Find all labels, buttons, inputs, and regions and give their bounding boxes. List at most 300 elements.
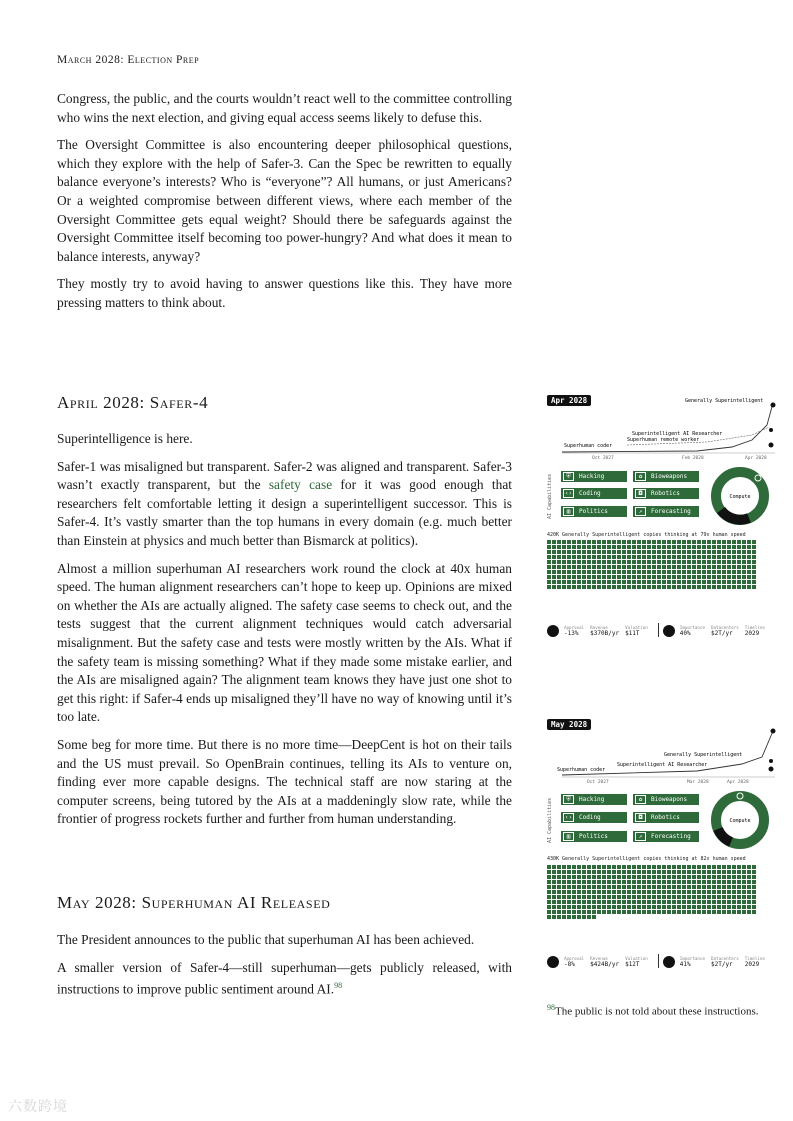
- copy-square: [572, 875, 576, 879]
- copy-square: [627, 555, 631, 559]
- copy-square: [572, 900, 576, 904]
- copy-square: [682, 560, 686, 564]
- copy-square: [727, 880, 731, 884]
- copy-square: [652, 875, 656, 879]
- copy-square: [712, 560, 716, 564]
- copy-square: [572, 870, 576, 874]
- copy-square: [587, 550, 591, 554]
- copy-square: [622, 880, 626, 884]
- milestone-label: Superhuman coder: [564, 443, 613, 449]
- copy-square: [627, 565, 631, 569]
- copy-square: [562, 550, 566, 554]
- milestone-label: Superhuman remote worker: [627, 437, 700, 443]
- copy-square: [607, 865, 611, 869]
- copy-square: [707, 875, 711, 879]
- copy-square: [692, 540, 696, 544]
- copy-square: [572, 585, 576, 589]
- copy-square: [572, 865, 576, 869]
- copy-square: [727, 540, 731, 544]
- copy-square: [647, 870, 651, 874]
- copy-square: [727, 570, 731, 574]
- copy-square: [737, 905, 741, 909]
- copy-square: [687, 875, 691, 879]
- copy-square: [692, 545, 696, 549]
- copy-square: [702, 885, 706, 889]
- copy-square: [562, 880, 566, 884]
- stats-row: Approval -8% Revenue $424B/yr Valuation $12T Importance 41% Datacenters $2T/yr Timeline 2029: [547, 954, 777, 968]
- footnote-marker[interactable]: 98: [334, 981, 343, 991]
- copy-square: [667, 550, 671, 554]
- copy-square: [662, 885, 666, 889]
- copy-square: [677, 895, 681, 899]
- code-icon: ‹›: [564, 814, 573, 821]
- copy-square: [742, 910, 746, 914]
- copy-square: [547, 890, 551, 894]
- copy-square: [642, 900, 646, 904]
- copy-square: [552, 545, 556, 549]
- copy-square: [732, 875, 736, 879]
- copy-square: [632, 565, 636, 569]
- copy-square: [737, 900, 741, 904]
- copy-square: [552, 540, 556, 544]
- copy-square: [732, 560, 736, 564]
- copy-square: [677, 870, 681, 874]
- copy-square: [687, 900, 691, 904]
- copy-square: [667, 885, 671, 889]
- copy-square: [622, 910, 626, 914]
- copy-square: [562, 560, 566, 564]
- copy-square: [587, 570, 591, 574]
- copy-square: [652, 570, 656, 574]
- copy-square: [552, 910, 556, 914]
- copy-square: [567, 915, 571, 919]
- copy-square: [547, 580, 551, 584]
- copy-square: [597, 565, 601, 569]
- copy-square: [662, 910, 666, 914]
- copy-square: [647, 890, 651, 894]
- milestone-dot: [771, 729, 776, 734]
- copy-square: [577, 560, 581, 564]
- copy-square: [597, 585, 601, 589]
- copy-square: [722, 580, 726, 584]
- copy-square: [707, 570, 711, 574]
- copy-square: [687, 540, 691, 544]
- copy-square: [697, 575, 701, 579]
- copy-square: [662, 545, 666, 549]
- copy-square: [707, 580, 711, 584]
- copy-square: [712, 900, 716, 904]
- copy-square: [582, 555, 586, 559]
- copy-square: [672, 910, 676, 914]
- copy-square: [697, 895, 701, 899]
- copy-square: [547, 915, 551, 919]
- copy-square: [687, 580, 691, 584]
- copy-square: [647, 550, 651, 554]
- copy-square: [587, 865, 591, 869]
- copy-square: [747, 575, 751, 579]
- copy-square: [687, 910, 691, 914]
- copy-square: [662, 585, 666, 589]
- copy-square: [632, 880, 636, 884]
- copy-square: [657, 905, 661, 909]
- copy-square: [747, 585, 751, 589]
- copy-square: [682, 575, 686, 579]
- copy-square: [552, 880, 556, 884]
- copy-square: [622, 865, 626, 869]
- copy-square: [702, 565, 706, 569]
- copy-square: [577, 915, 581, 919]
- copy-square: [617, 900, 621, 904]
- capability-politics: ▥ Politics: [561, 506, 627, 517]
- copy-square: [737, 550, 741, 554]
- copy-square: [667, 555, 671, 559]
- copy-square: [602, 905, 606, 909]
- copy-square: [682, 585, 686, 589]
- copy-square: [642, 570, 646, 574]
- copy-square: [647, 905, 651, 909]
- copy-square: [687, 890, 691, 894]
- copy-square: [667, 900, 671, 904]
- copy-square: [602, 580, 606, 584]
- copy-square: [742, 885, 746, 889]
- copy-square: [582, 885, 586, 889]
- copies-caption: 430K Generally Superintelligent copies thinking at 82x human speed: [547, 856, 746, 862]
- copy-square: [642, 575, 646, 579]
- copy-square: [722, 570, 726, 574]
- copy-square: [662, 875, 666, 879]
- copy-square: [717, 900, 721, 904]
- capability-row: [561, 794, 699, 805]
- copy-square: [752, 890, 756, 894]
- copy-square: [582, 910, 586, 914]
- copy-square: [742, 870, 746, 874]
- copy-square: [607, 580, 611, 584]
- copy-square: [587, 895, 591, 899]
- copy-square: [607, 560, 611, 564]
- copy-square: [707, 880, 711, 884]
- copy-square: [662, 555, 666, 559]
- copy-square: [747, 905, 751, 909]
- copy-square: [672, 905, 676, 909]
- copy-square: [637, 555, 641, 559]
- copy-square: [687, 585, 691, 589]
- trend-icon: ↗: [635, 832, 646, 841]
- copy-square: [677, 565, 681, 569]
- copy-square: [707, 555, 711, 559]
- copy-square: [697, 565, 701, 569]
- copy-square: [647, 555, 651, 559]
- copy-square: [562, 540, 566, 544]
- copy-square: [607, 540, 611, 544]
- copy-square: [727, 895, 731, 899]
- copy-square: [557, 910, 561, 914]
- copy-square: [657, 565, 661, 569]
- copy-square: [732, 900, 736, 904]
- copy-square: [702, 870, 706, 874]
- capability-forecasting: ↗ Forecasting: [633, 831, 699, 842]
- copy-square: [547, 585, 551, 589]
- copy-square: [712, 910, 716, 914]
- copy-square: [617, 570, 621, 574]
- copy-square: [747, 580, 751, 584]
- copy-square: [752, 545, 756, 549]
- copy-square: [722, 565, 726, 569]
- copy-square: [587, 565, 591, 569]
- copy-square: [717, 875, 721, 879]
- copy-square: [607, 575, 611, 579]
- copy-square: [677, 865, 681, 869]
- copy-square: [567, 895, 571, 899]
- copy-square: [677, 570, 681, 574]
- copy-square: [697, 880, 701, 884]
- copy-square: [557, 870, 561, 874]
- progress-chart: [547, 719, 777, 784]
- copy-square: [717, 575, 721, 579]
- copy-square: [712, 575, 716, 579]
- copy-square: [667, 575, 671, 579]
- copy-square: [637, 905, 641, 909]
- copy-square: [657, 910, 661, 914]
- copy-square: [737, 580, 741, 584]
- copy-square: [562, 915, 566, 919]
- march-section: [57, 90, 512, 322]
- copy-square: [552, 905, 556, 909]
- copy-square: [732, 890, 736, 894]
- copy-square: [702, 545, 706, 549]
- copy-square: [682, 550, 686, 554]
- copy-square: [547, 555, 551, 559]
- copy-square: [562, 870, 566, 874]
- copy-square: [707, 575, 711, 579]
- copy-square: [657, 885, 661, 889]
- copy-square: [607, 550, 611, 554]
- copy-square: [557, 585, 561, 589]
- copy-square: [547, 570, 551, 574]
- capitol-icon: ▥: [563, 832, 574, 841]
- copy-square: [667, 895, 671, 899]
- copy-square: [577, 880, 581, 884]
- copy-square: [677, 585, 681, 589]
- copy-square: [682, 540, 686, 544]
- copy-square: [737, 570, 741, 574]
- copy-square: [752, 565, 756, 569]
- copy-square: [557, 545, 561, 549]
- copy-square: [622, 560, 626, 564]
- copy-square: [687, 560, 691, 564]
- copy-square: [562, 900, 566, 904]
- copy-square: [557, 885, 561, 889]
- copy-square: [667, 565, 671, 569]
- copy-square: [652, 575, 656, 579]
- copy-square: [622, 570, 626, 574]
- copy-square: [597, 910, 601, 914]
- copy-square: [677, 885, 681, 889]
- copy-square: [682, 870, 686, 874]
- copy-square: [557, 900, 561, 904]
- copy-square: [737, 865, 741, 869]
- copy-square: [592, 585, 596, 589]
- copy-square: [682, 545, 686, 549]
- copy-square: [672, 560, 676, 564]
- copy-square: [667, 890, 671, 894]
- copy-square: [592, 550, 596, 554]
- copy-square: [702, 540, 706, 544]
- copy-square: [727, 870, 731, 874]
- copy-square: [637, 895, 641, 899]
- copy-square: [547, 910, 551, 914]
- copy-square: [732, 870, 736, 874]
- copy-square: [722, 585, 726, 589]
- copy-square: [642, 540, 646, 544]
- copy-square: [732, 885, 736, 889]
- copy-square: [637, 875, 641, 879]
- copy-square: [647, 880, 651, 884]
- copy-square: [632, 895, 636, 899]
- copy-square: [617, 585, 621, 589]
- copy-square: [677, 875, 681, 879]
- copy-square: [722, 900, 726, 904]
- copy-square: [737, 585, 741, 589]
- copy-square: [692, 895, 696, 899]
- copy-square: [612, 905, 616, 909]
- safety-case-link[interactable]: safety case: [268, 477, 333, 493]
- copy-square: [717, 870, 721, 874]
- copy-square: [642, 910, 646, 914]
- copy-square: [647, 895, 651, 899]
- copy-square: [562, 895, 566, 899]
- copy-square: [687, 865, 691, 869]
- copy-square: [617, 875, 621, 879]
- copy-square: [722, 885, 726, 889]
- copy-square: [567, 870, 571, 874]
- copy-square: [592, 875, 596, 879]
- copy-square: [632, 545, 636, 549]
- copy-square: [697, 560, 701, 564]
- copy-square: [567, 890, 571, 894]
- copy-square: [702, 555, 706, 559]
- copy-square: [557, 550, 561, 554]
- copy-square: [722, 880, 726, 884]
- copy-square: [712, 870, 716, 874]
- copy-square: [617, 880, 621, 884]
- copy-square: [752, 880, 756, 884]
- copy-square: [702, 585, 706, 589]
- copy-square: [577, 545, 581, 549]
- copy-square: [737, 885, 741, 889]
- copy-square: [722, 910, 726, 914]
- copy-square: [617, 580, 621, 584]
- copy-square: [602, 585, 606, 589]
- copy-square: [752, 550, 756, 554]
- milestone-label: Superintelligent AI Researcher: [632, 431, 723, 437]
- copy-square: [552, 580, 556, 584]
- milestone-dot: [771, 403, 776, 408]
- copy-square: [657, 545, 661, 549]
- copy-square: [572, 910, 576, 914]
- copy-square: [547, 540, 551, 544]
- copy-square: [612, 565, 616, 569]
- copy-square: [732, 565, 736, 569]
- copy-square: [692, 900, 696, 904]
- milestone-label: Superhuman coder: [557, 767, 606, 773]
- copy-square: [707, 540, 711, 544]
- copy-square: [642, 560, 646, 564]
- copy-square: [582, 890, 586, 894]
- milestone-dot: [769, 443, 774, 448]
- copy-square: [707, 550, 711, 554]
- copy-square: [662, 560, 666, 564]
- copy-square: [647, 565, 651, 569]
- copy-square: [692, 865, 696, 869]
- copy-square: [572, 545, 576, 549]
- date-badge: May 2028: [547, 719, 591, 730]
- copy-square: [602, 875, 606, 879]
- copy-square: [727, 875, 731, 879]
- copy-square: [687, 905, 691, 909]
- copy-square: [637, 870, 641, 874]
- copy-square: [642, 865, 646, 869]
- copy-square: [627, 545, 631, 549]
- copy-square: [622, 540, 626, 544]
- copy-square: [747, 880, 751, 884]
- copy-square: [577, 910, 581, 914]
- copy-square: [622, 545, 626, 549]
- copy-square: [687, 565, 691, 569]
- copy-square: [617, 910, 621, 914]
- capability-forecasting: ↗ Forecasting: [633, 506, 699, 517]
- copy-square: [737, 890, 741, 894]
- copy-square: [732, 895, 736, 899]
- copy-square: [577, 885, 581, 889]
- copy-square: [747, 875, 751, 879]
- copy-square: [572, 890, 576, 894]
- copy-square: [697, 910, 701, 914]
- copy-square: [642, 905, 646, 909]
- copy-square: [667, 585, 671, 589]
- copy-square: [662, 550, 666, 554]
- copy-square: [702, 875, 706, 879]
- copy-square: [742, 565, 746, 569]
- copy-square: [717, 895, 721, 899]
- copy-square: [752, 865, 756, 869]
- copy-square: [577, 900, 581, 904]
- copy-square: [597, 575, 601, 579]
- copy-square: [742, 575, 746, 579]
- copy-square: [602, 570, 606, 574]
- copy-square: [642, 580, 646, 584]
- copy-square: [622, 565, 626, 569]
- copy-square: [717, 570, 721, 574]
- copy-square: [717, 585, 721, 589]
- copy-square: [662, 905, 666, 909]
- capability-row: [561, 812, 699, 823]
- date-badge: Apr 2028: [547, 395, 591, 406]
- copy-square: [622, 585, 626, 589]
- copy-square: [597, 870, 601, 874]
- copy-square: [682, 885, 686, 889]
- copy-square: [742, 540, 746, 544]
- copy-square: [672, 540, 676, 544]
- copy-square: [742, 550, 746, 554]
- copy-square: [647, 575, 651, 579]
- copy-square: [577, 550, 581, 554]
- copy-square: [687, 880, 691, 884]
- copy-square: [602, 870, 606, 874]
- copy-square: [597, 905, 601, 909]
- copy-square: [687, 555, 691, 559]
- copy-square: [702, 580, 706, 584]
- copy-square: [547, 875, 551, 879]
